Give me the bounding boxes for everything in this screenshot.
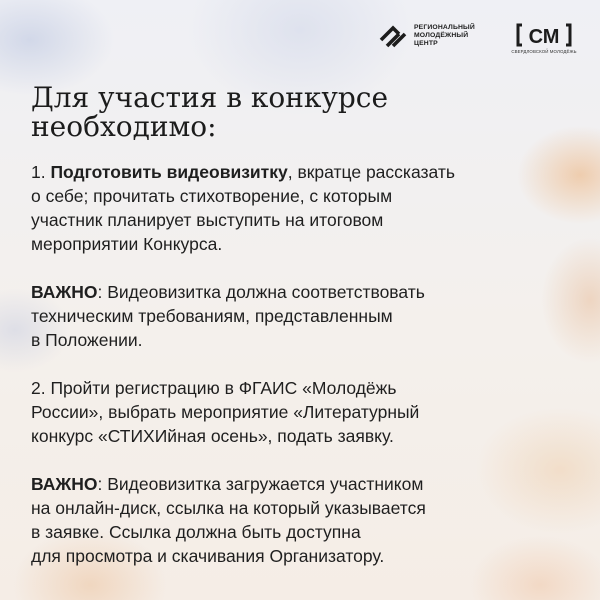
regional-youth-center-logo (377, 20, 475, 52)
rmc-logo-text: РЕГИОНАЛЬНЫЙ МОЛОДЁЖНЫЙ ЦЕНТР (414, 23, 475, 48)
step-1-emphasis: Подготовить видеовизитку (50, 162, 288, 182)
sm-logo-letters: СМ (528, 26, 560, 48)
sm-logo-subtitle: СВЕРДЛОВСКОЙ МОЛОДЁЖЬ (511, 49, 577, 54)
sm-logo-icon (515, 22, 573, 48)
important-note-1: ВАЖНО: Видеовизитка должна соответствовать техническим требованиям, представленным в Положении. (31, 282, 425, 350)
important-label: ВАЖНО (31, 282, 98, 302)
requirements-list (31, 160, 576, 568)
page-title: Для участия в конкурсе необходимо: (31, 81, 389, 143)
step-2-paragraph: 2. Пройти регистрацию в ФГАИС «Молодёжь России», выбрать мероприятие «Литературный конкурс «СТИХИйная осень», подать заявку. (31, 378, 420, 446)
important-label: ВАЖНО (31, 474, 98, 494)
step-1-paragraph: 1. Подготовить видеовизитку, вкратце рассказать о себе; прочитать стихотворение, с которым участник планирует выступить на итоговом мероприятии Конкурса. (31, 162, 455, 254)
important-note-2: ВАЖНО: Видеовизитка загружается участником на онлайн-диск, ссылка на который указывается в заявке. Ссылка должна быть доступна для просмотра и скачивания Организатору. (31, 474, 426, 566)
rmc-logo-icon (377, 20, 409, 52)
sm-logo (503, 22, 585, 54)
